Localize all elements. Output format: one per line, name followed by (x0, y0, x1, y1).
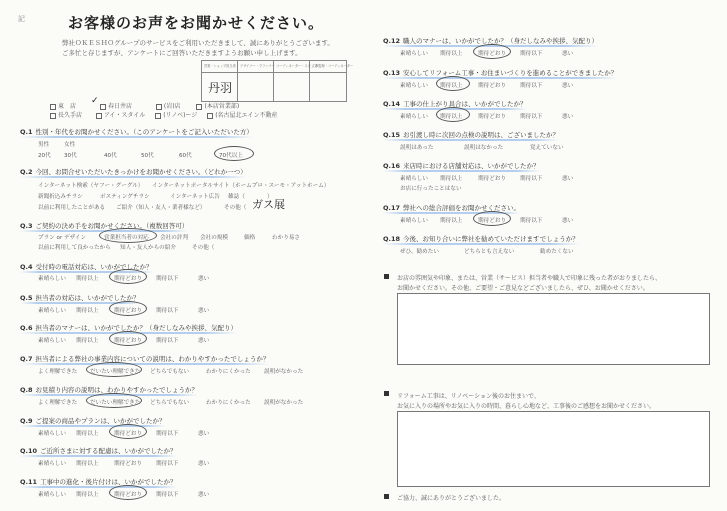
q12-rating-above[interactable]: 期待以上 (440, 51, 463, 57)
q17-rating-above[interactable]: 期待以上 (440, 218, 463, 224)
q16-rating-above[interactable]: 期待以上 (440, 176, 463, 182)
q16-rating-below[interactable]: 期待以下 (520, 176, 543, 182)
q5-answer-circle (109, 301, 147, 316)
q2-option-posting[interactable]: ポスティングチラシ (100, 194, 150, 200)
q9-rating-below[interactable]: 期待以下 (156, 431, 179, 437)
stamp-header-1: 営業・ショップ担当者 (204, 64, 236, 68)
question-q9: Q.9 ご提案の商品やプランは、いかがでしたか？ (20, 417, 166, 425)
q9-answer-circle (109, 424, 147, 439)
q11-rating-above[interactable]: 期待以上 (76, 492, 99, 498)
store-checkbox-2[interactable]: 春日井店 (100, 103, 132, 110)
q16-option-never-visited[interactable]: お店に行ったことはない (400, 186, 462, 192)
q2-handwritten-answer: ガス展 (252, 198, 285, 211)
q3-option-sales[interactable]: 営業担当者の対応 (104, 235, 149, 241)
question-q8: Q.8 お見積り内容の説明は、わかりやすかったでしょうか？ (20, 386, 199, 394)
question-q18: Q.18 今後、お知り合いに弊社を勧めていただけますでしょうか？ (383, 235, 579, 243)
q4-rating-bad[interactable]: 悪い (198, 276, 210, 282)
q11-answer-circle (109, 485, 147, 500)
q7-option-2[interactable]: だいたい理解できた (90, 369, 141, 375)
q3-answer-circle (99, 228, 157, 243)
q1-answer-circle (214, 146, 254, 161)
q3-option-price[interactable]: 価格 (244, 235, 256, 241)
question-q10: Q.10 ご近所さまに対する配慮は、いかがでしたか？ (20, 447, 177, 455)
question-q12: Q.12 職人のマナーは、いかがでしたか？（身だしなみや挨拶、気配り） (383, 37, 599, 45)
q15-option-3[interactable]: 覚えていない (530, 145, 564, 151)
q5-rating-excellent[interactable]: 素晴らしい (38, 308, 66, 314)
q8-answer-circle (86, 393, 142, 408)
store-row-2 (50, 110, 278, 119)
staff-stamp-table (201, 60, 354, 102)
q2-option-other[interactable]: その他（ (224, 205, 247, 211)
q10-rating-excellent[interactable]: 素晴らしい (38, 461, 66, 467)
q12-rating-bad[interactable]: 悪い (562, 51, 574, 57)
q13-answer-circle (436, 76, 470, 91)
bullet-icon (384, 274, 389, 279)
q6-rating-bad[interactable]: 悪い (198, 338, 210, 344)
intro-line-2: ご多忙と存じますが、アンケートにご回答いただきますようお願い申し上げます。 (62, 49, 302, 57)
q14-rating-bad[interactable]: 悪い (562, 114, 574, 120)
q14-rating-expected[interactable]: 期待どおり (478, 114, 506, 120)
q5-rating-expected[interactable]: 期待どおり (114, 308, 142, 314)
store-checkbox-8[interactable]: (名古屋北エイン不動産 (207, 112, 277, 119)
store-row-1 (50, 101, 239, 110)
q11-rating-expected[interactable]: 期待どおり (114, 492, 142, 498)
stamp-header-4: 工事監理・コーディネーター (312, 64, 354, 68)
q7-option-5[interactable]: 説明がなかった (264, 369, 304, 375)
q1-age-60s[interactable]: 60代 (179, 153, 192, 159)
question-q4: Q.4 受付時の電話対応は、いかがでしたか？ (20, 263, 153, 271)
question-q5: Q.5 担当者の対応は、いかがでしたか？ (20, 294, 140, 302)
q7-option-1[interactable]: よく理解できた (38, 369, 78, 375)
q6-rating-expected[interactable]: 期待どおり (114, 338, 142, 344)
q4-rating-below[interactable]: 期待以下 (156, 276, 179, 282)
q12-answer-circle (473, 44, 511, 59)
q3-option-friend[interactable]: 知人・友人からの紹介 (120, 245, 176, 251)
q1-gender-female[interactable]: 女性 (64, 142, 76, 148)
q3-option-clarity[interactable]: わかり易さ (272, 235, 300, 241)
q3-option-other[interactable]: その他（ (192, 245, 215, 251)
q2-option-portal[interactable]: インターネットポータルサイト（ホームプロ・スーモ・アットホーム） (152, 183, 330, 189)
question-q3: Q.3 ご契約の決め手をお聞かせください。（複数回答可） (20, 222, 189, 230)
q6-rating-above[interactable]: 期待以上 (76, 338, 99, 344)
q12-rating-below[interactable]: 期待以下 (520, 51, 543, 57)
comment1-textarea[interactable] (397, 293, 710, 365)
q2-option-search[interactable]: インターネット検索（ヤフー・グーグル） (38, 183, 144, 189)
q13-rating-below[interactable]: 期待以下 (520, 83, 543, 89)
q11-rating-below[interactable]: 期待以下 (156, 492, 179, 498)
corner-mark: 記 (18, 15, 25, 23)
q16-rating-bad[interactable]: 悪い (562, 176, 574, 182)
q17-rating-below[interactable]: 期待以下 (520, 218, 543, 224)
question-q6: Q.6 担当者のマナーは、いかがでしたか？（身だしなみや挨拶、気配り） (20, 324, 238, 332)
store-checkbox-4[interactable]: (本店営業部) (196, 103, 239, 110)
q6-rating-below[interactable]: 期待以下 (156, 338, 179, 344)
q17-rating-excellent[interactable]: 素晴らしい (400, 218, 428, 224)
comment2-line-1: リフォーム工事は、リノベーション後のお住まいで、 (397, 393, 540, 400)
q12-rating-excellent[interactable]: 素晴らしい (400, 51, 428, 57)
q7-answer-circle (86, 362, 142, 377)
q4-rating-excellent[interactable]: 素晴らしい (38, 276, 66, 282)
q13-rating-expected[interactable]: 期待どおり (478, 83, 506, 89)
q14-answer-circle (436, 107, 470, 122)
q18-option-1[interactable]: ぜひ、勧めたい (400, 249, 439, 255)
q1-age-30s[interactable]: 30代 (64, 153, 77, 159)
q10-rating-above[interactable]: 期待以上 (76, 461, 99, 467)
q8-option-4[interactable]: わかりにくかった (206, 400, 251, 406)
q12-rating-expected[interactable]: 期待どおり (478, 51, 506, 57)
q5-rating-bad[interactable]: 悪い (198, 308, 210, 314)
q13-rating-excellent[interactable]: 素晴らしい (400, 83, 428, 89)
q1-age-50s[interactable]: 50代 (141, 153, 154, 159)
question-q15: Q.15 お引渡し時に次回の点検の説明は、ございましたか？ (383, 131, 560, 139)
q8-option-1[interactable]: よく理解できた (38, 400, 78, 406)
q4-answer-circle (109, 269, 147, 284)
store-checkbox-6[interactable]: アイ・スタイル (96, 112, 145, 119)
stamp-header-3: コーディネーター・スタッフ (276, 64, 318, 68)
store-checkbox-1[interactable]: 東 店 (50, 103, 76, 110)
q10-rating-below[interactable]: 期待以下 (156, 461, 179, 467)
q8-option-3[interactable]: どちらでもない (150, 400, 190, 406)
store-checkbox-5[interactable]: 長久手店 (50, 112, 82, 119)
q17-rating-bad[interactable]: 悪い (562, 218, 574, 224)
q3-option-plan[interactable]: プラン or デザイン (38, 235, 87, 241)
q16-rating-expected[interactable]: 期待どおり (478, 176, 506, 182)
comment1-line-1: お店の雰囲気や印象、または、営業（サービス）担当者や職人で印象に残った者がおりましたら、 (397, 275, 662, 282)
q7-option-3[interactable]: どちらでもない (150, 369, 190, 375)
question-q13: Q.13 安心してリフォーム工事・お住まいづくりを進めることができましたか？ (383, 69, 618, 77)
question-q14: Q.14 工事の仕上がり具合は、いかがでしたか？ (383, 100, 527, 108)
q9-rating-excellent[interactable]: 素晴らしい (38, 431, 66, 437)
q11-rating-excellent[interactable]: 素晴らしい (38, 492, 66, 498)
q1-gender-male[interactable]: 男性 (38, 142, 50, 148)
question-q11: Q.11 工事中の進化・後片付けは、いかがでしたか？ (20, 478, 177, 486)
q7-option-4[interactable]: わかりにくかった (206, 369, 251, 375)
q6-answer-circle (109, 331, 147, 346)
q15-option-1[interactable]: 説明はあった (400, 145, 434, 151)
q8-option-5[interactable]: 説明がなかった (264, 400, 304, 406)
q17-rating-expected[interactable]: 期待どおり (478, 218, 506, 224)
question-q1: Q.1 性別・年代をお聞かせください。（このアンケートをご記入いただいた方） (20, 128, 253, 136)
q1-age-20s[interactable]: 20代 (38, 153, 51, 159)
footer-thanks: ご協力、誠にありがとうございました。 (397, 495, 506, 502)
q4-rating-expected[interactable]: 期待どおり (114, 276, 142, 282)
question-q7: Q.7 担当者による弊社の事業内容についての説明は、わかりやすかったでしょうか？ (20, 355, 270, 363)
store-checkbox-7[interactable]: (リノベ)ージ (155, 112, 197, 119)
q2-option-referral[interactable]: ご紹介（知人・友人・業者様など） (116, 205, 206, 211)
q10-rating-bad[interactable]: 悪い (198, 461, 210, 467)
q2-option-previous[interactable]: 以前に利用したことがある (38, 205, 106, 211)
q3-option-scale[interactable]: 会社の規模 (200, 235, 228, 241)
q9-rating-expected[interactable]: 期待どおり (114, 431, 142, 437)
q1-age-70s[interactable]: 70代以上 (219, 153, 243, 159)
q8-option-2[interactable]: だいたい理解できた (90, 400, 141, 406)
q16-rating-excellent[interactable]: 素晴らしい (400, 176, 428, 182)
q18-option-2[interactable]: どちらとも言えない (464, 249, 515, 255)
q15-option-2[interactable]: 説明はなかった (464, 145, 504, 151)
q5-rating-below[interactable]: 期待以下 (156, 308, 179, 314)
checkmark-icon: ✓ (91, 96, 99, 106)
q6-rating-excellent[interactable]: 素晴らしい (38, 338, 66, 344)
q2-option-magazine[interactable]: 雑誌（ ） (228, 194, 273, 200)
stamp-header-2: デザイナー・プランナー (240, 64, 275, 68)
comment1-line-2: お聞かせください。その他、ご要望・ご意見などございましたら、ぜひ、お聞かせください。 (397, 285, 649, 292)
page-title: お客様のお声をお聞かせください。 (68, 14, 325, 32)
q2-option-newspaper[interactable]: 新聞折込みチラシ (38, 194, 83, 200)
bullet-icon (384, 391, 389, 396)
q11-rating-bad[interactable]: 悪い (198, 492, 210, 498)
q5-rating-above[interactable]: 期待以上 (76, 308, 99, 314)
q13-rating-bad[interactable]: 悪い (562, 83, 574, 89)
handwritten-staff-name: 丹羽 (208, 81, 233, 95)
q17-answer-circle (473, 211, 511, 226)
q1-age-40s[interactable]: 40代 (104, 153, 117, 159)
q14-rating-below[interactable]: 期待以下 (520, 114, 543, 120)
q14-rating-above[interactable]: 期待以上 (440, 114, 463, 120)
question-q17: Q.17 弊社への総合評価をお聞かせください。 (383, 204, 521, 212)
q9-rating-above[interactable]: 期待以上 (76, 431, 99, 437)
q10-rating-expected[interactable]: 期待どおり (114, 461, 142, 467)
comment2-line-2: お気に入りの場所やお気に入りの時間、暮らし心地など、工事後のご感想をお聞かせください。 (397, 403, 656, 410)
q4-rating-above[interactable]: 期待以上 (76, 276, 99, 282)
q2-option-web-ad[interactable]: インターネット広告 (170, 194, 220, 200)
comment2-textarea[interactable] (397, 411, 710, 487)
q18-option-3[interactable]: 勧めたくない (540, 249, 574, 255)
bullet-icon (384, 494, 389, 499)
question-q2: Q.2 今回、お問合せいただいたきっかけをお聞かせください。（どれか一つ） (20, 168, 247, 176)
store-checkbox-3[interactable]: (岩)店 (156, 103, 181, 110)
q14-rating-excellent[interactable]: 素晴らしい (400, 114, 428, 120)
q3-option-repeat[interactable]: 以前に利用して良かったから (38, 245, 111, 251)
question-q16: Q.16 来店時における店舗対応は、いかがでしたか？ (383, 162, 540, 170)
q3-option-reputation[interactable]: 会社の評判 (160, 235, 188, 241)
q13-rating-above[interactable]: 期待以上 (440, 83, 463, 89)
intro-line-1: 弊社ＯＫＥＳＨＯグループのサービスをご利用いただきまして、誠にありがとうございます。 (62, 39, 334, 47)
q9-rating-bad[interactable]: 悪い (198, 431, 210, 437)
